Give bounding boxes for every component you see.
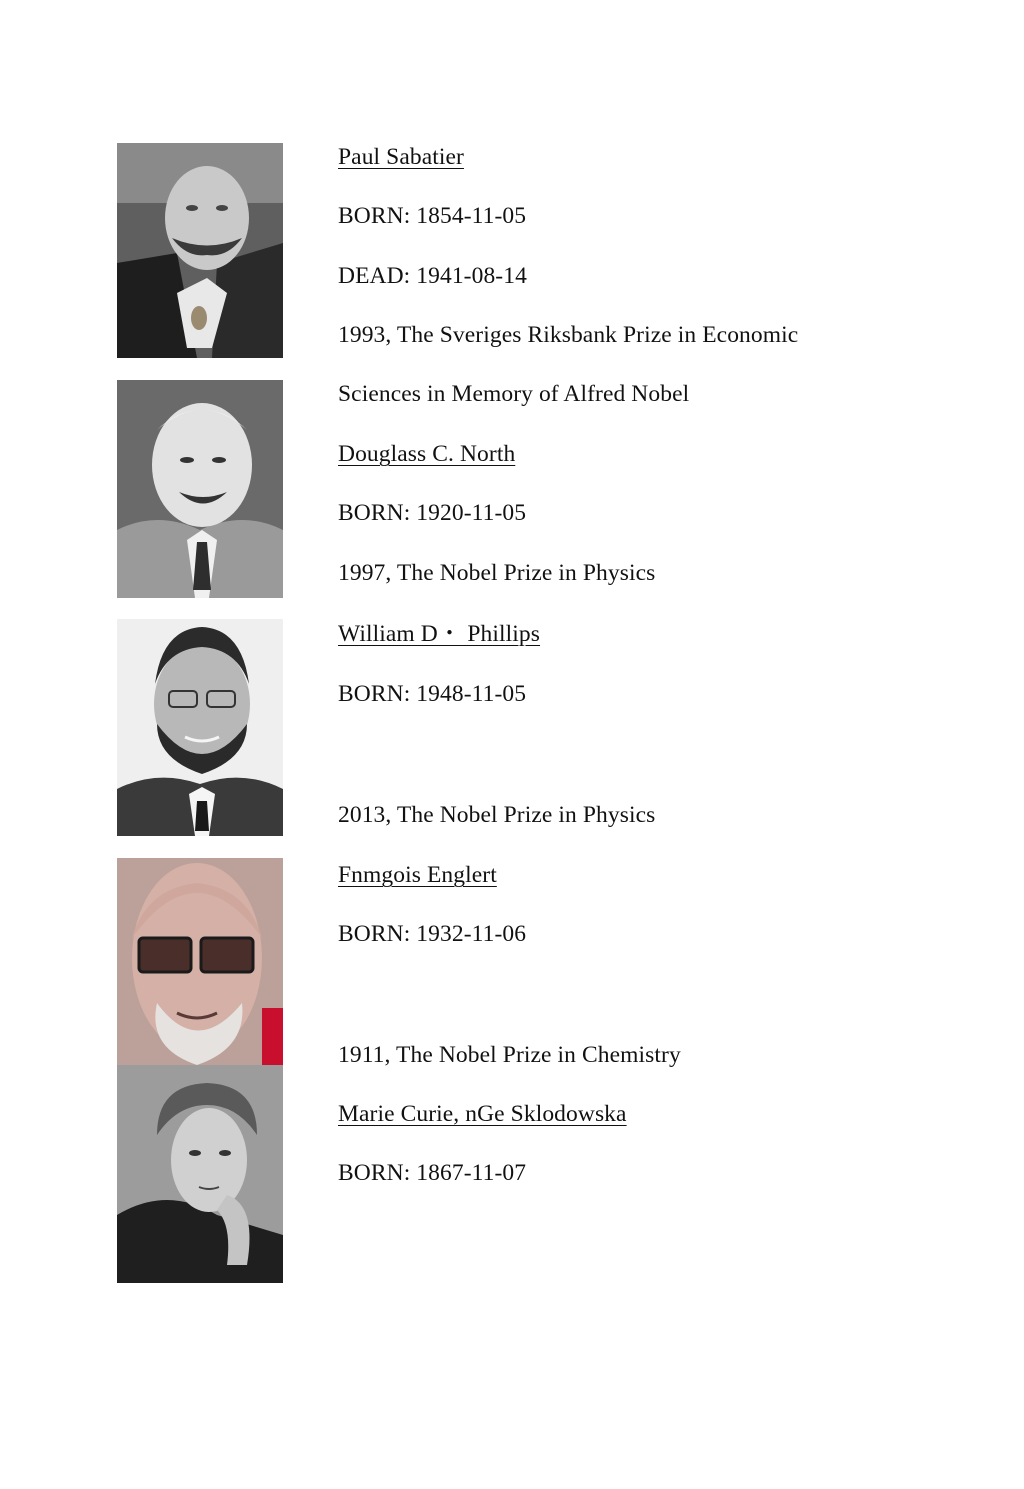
prize-line-continued: Sciences in Memory of Alfred Nobel <box>338 381 690 407</box>
laureate-name-link[interactable]: Marie Curie, nGe Sklodowska <box>338 1101 627 1127</box>
prize-line: 1993, The Sveriges Riksbank Prize in Economic <box>338 322 799 348</box>
portrait-photo-5 <box>117 1065 283 1283</box>
portrait-photo-1 <box>117 143 283 358</box>
born-date: BORN: 1948-11-05 <box>338 681 527 707</box>
portrait-photo-4 <box>117 858 283 1065</box>
death-date: DEAD: 1941-08-14 <box>338 263 527 289</box>
born-date: BORN: 1932-11-06 <box>338 921 527 947</box>
laureate-name-link[interactable]: Paul Sabatier <box>338 144 464 170</box>
portrait-photo-3 <box>117 619 283 836</box>
prize-line: 1997, The Nobel Prize in Physics <box>338 560 656 586</box>
prize-line: 2013, The Nobel Prize in Physics <box>338 802 656 828</box>
prize-line: 1911, The Nobel Prize in Chemistry <box>338 1042 681 1068</box>
laureate-name-link[interactable]: William D・ Phillips <box>338 621 541 647</box>
laureate-name-link[interactable]: Douglass C. North <box>338 441 516 467</box>
born-date: BORN: 1920-11-05 <box>338 500 527 526</box>
portrait-photo-2 <box>117 380 283 598</box>
born-date: BORN: 1867-11-07 <box>338 1160 527 1186</box>
laureate-name-link[interactable]: Fnmgois Englert <box>338 862 497 888</box>
born-date: BORN: 1854-11-05 <box>338 203 527 229</box>
